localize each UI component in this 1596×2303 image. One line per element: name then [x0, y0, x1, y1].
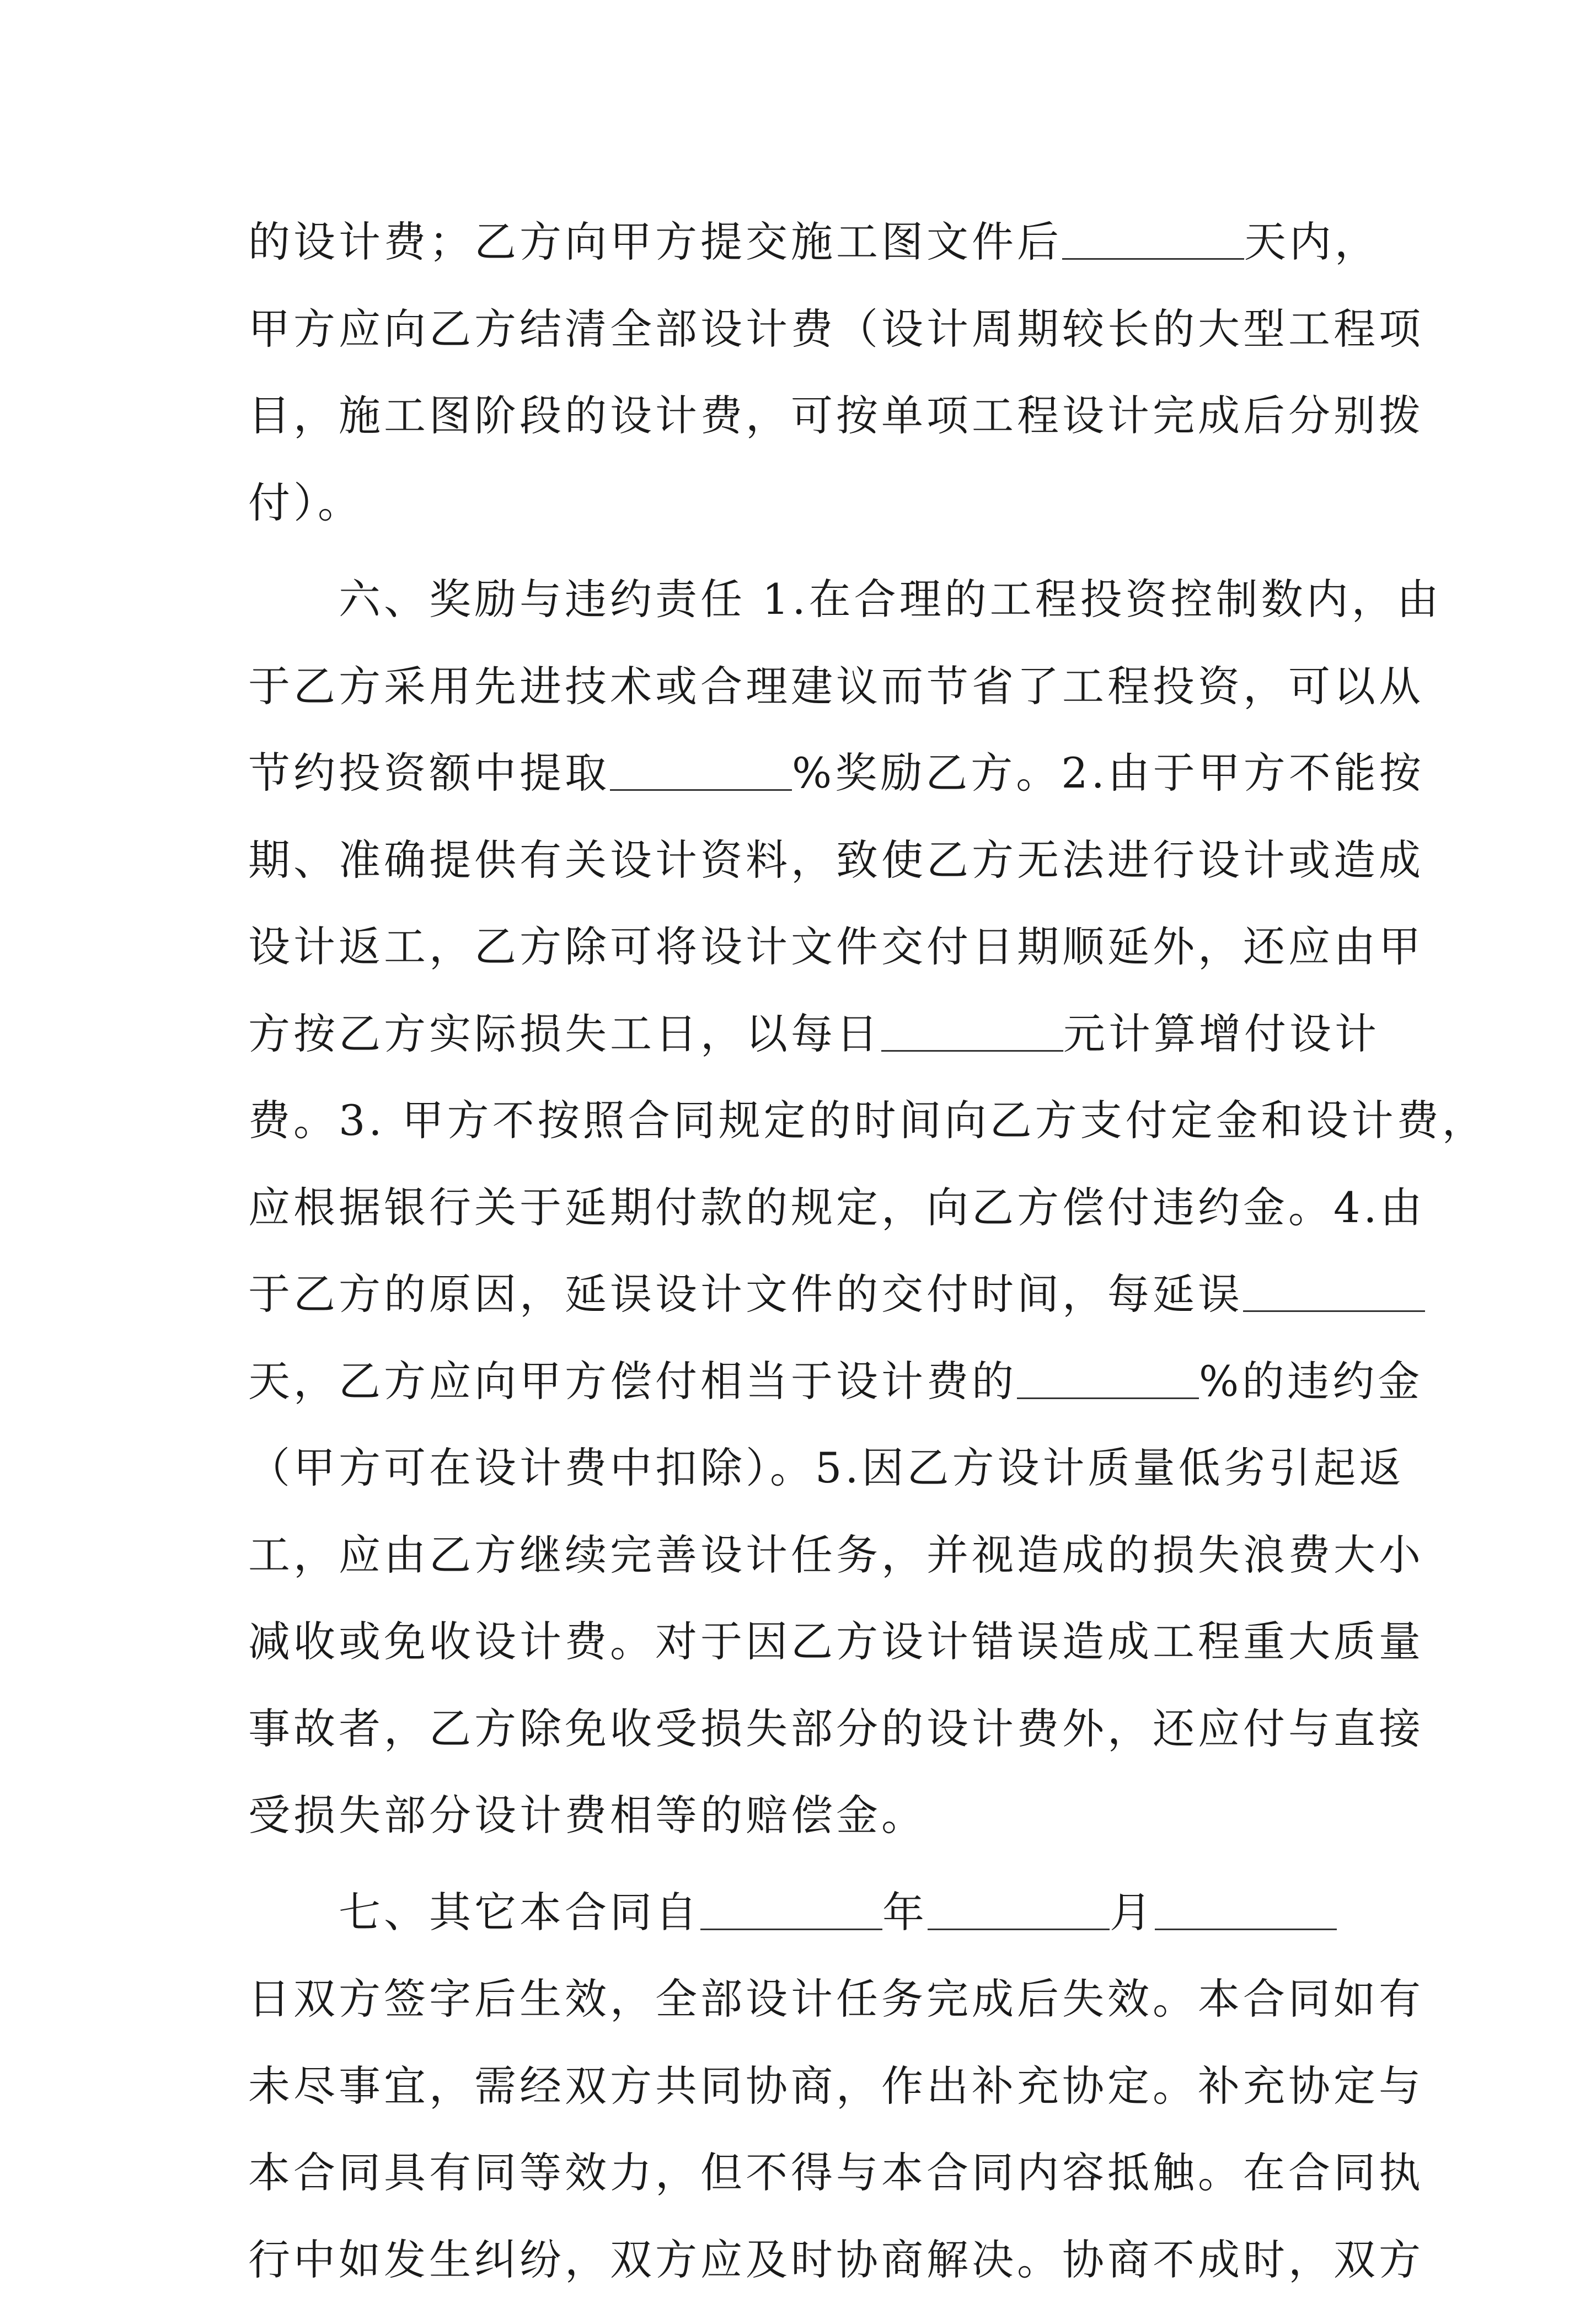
fill-in-blank[interactable] [610, 756, 792, 791]
fill-in-blank[interactable] [928, 1895, 1110, 1930]
text-segment: 年 [882, 1888, 928, 1937]
fill-in-blank[interactable] [700, 1895, 882, 1930]
text-line [248, 990, 1354, 1078]
text-segment: 方按乙方实际损失工日，以每日 [248, 1009, 881, 1058]
text-line [248, 1338, 1354, 1425]
text-line: 六、奖励与违约责任 1.在合理的工程投资控制数内，由 [248, 556, 1354, 643]
text-line: 应根据银行关于延期付款的规定，向乙方偿付违约金。4.由 [248, 1164, 1354, 1251]
text-line: 减收或免收设计费。对于因乙方设计错误造成工程重大质量 [248, 1598, 1354, 1685]
text-line: 行中如发生纠纷，双方应及时协商解决。协商不成时，双方 [248, 2216, 1354, 2303]
text-line: 工，应由乙方继续完善设计任务，并视造成的损失浪费大小 [248, 1512, 1354, 1599]
text-line: （甲方可在设计费中扣除）。5.因乙方设计质量低劣引起返 [248, 1424, 1354, 1512]
fill-in-blank[interactable] [1243, 1277, 1425, 1312]
document-body [248, 199, 1354, 2303]
text-line: 本合同具有同等效力，但不得与本合同内容抵触。在合同执 [248, 2129, 1354, 2216]
text-line [248, 1251, 1354, 1338]
text-segment: 七、其它本合同自 [248, 1888, 700, 1937]
fill-in-blank[interactable] [881, 1017, 1063, 1052]
text-segment: 的设计费；乙方向甲方提交施工图文件后 [248, 217, 1062, 266]
text-line: 期、准确提供有关设计资料，致使乙方无法进行设计或造成 [248, 817, 1354, 904]
text-segment: 于乙方的原因，延误设计文件的交付时间，每延误 [248, 1270, 1243, 1319]
text-segment: 元计算增付设计 [1063, 1009, 1380, 1058]
text-line: 费。3. 甲方不按照合同规定的时间向乙方支付定金和设计费， [248, 1077, 1354, 1164]
text-line: 设计返工，乙方除可将设计文件交付日期顺延外，还应由甲 [248, 903, 1354, 990]
text-segment: 节约投资额中提取 [248, 748, 610, 797]
text-segment: %的违约金 [1199, 1357, 1423, 1406]
text-line: 甲方应向乙方结清全部设计费（设计周期较长的大型工程项 [248, 286, 1354, 373]
text-line: 于乙方采用先进技术或合理建议而节省了工程投资，可以从 [248, 643, 1354, 730]
text-line [248, 1869, 1354, 1956]
text-line [248, 730, 1354, 817]
text-line [248, 199, 1354, 286]
text-segment: %奖励乙方。2.由于甲方不能按 [792, 748, 1424, 797]
fill-in-blank[interactable] [1155, 1895, 1337, 1930]
text-line: 受损失部分设计费相等的赔偿金。 [248, 1772, 1354, 1859]
fill-in-blank[interactable] [1017, 1364, 1199, 1399]
text-line: 事故者，乙方除免收受损失部分的设计费外，还应付与直接 [248, 1685, 1354, 1772]
text-segment: 天，乙方应向甲方偿付相当于设计费的 [248, 1357, 1017, 1406]
text-segment: 月 [1110, 1888, 1155, 1937]
text-line: 日双方签字后生效，全部设计任务完成后失效。本合同如有 [248, 1956, 1354, 2043]
text-line: 未尽事宜，需经双方共同协商，作出补充协定。补充协定与 [248, 2043, 1354, 2130]
text-line: 付）。 [248, 459, 1354, 547]
text-segment: 天内， [1244, 217, 1380, 266]
fill-in-blank[interactable] [1062, 225, 1244, 260]
text-line: 目，施工图阶段的设计费，可按单项工程设计完成后分别拨 [248, 372, 1354, 459]
